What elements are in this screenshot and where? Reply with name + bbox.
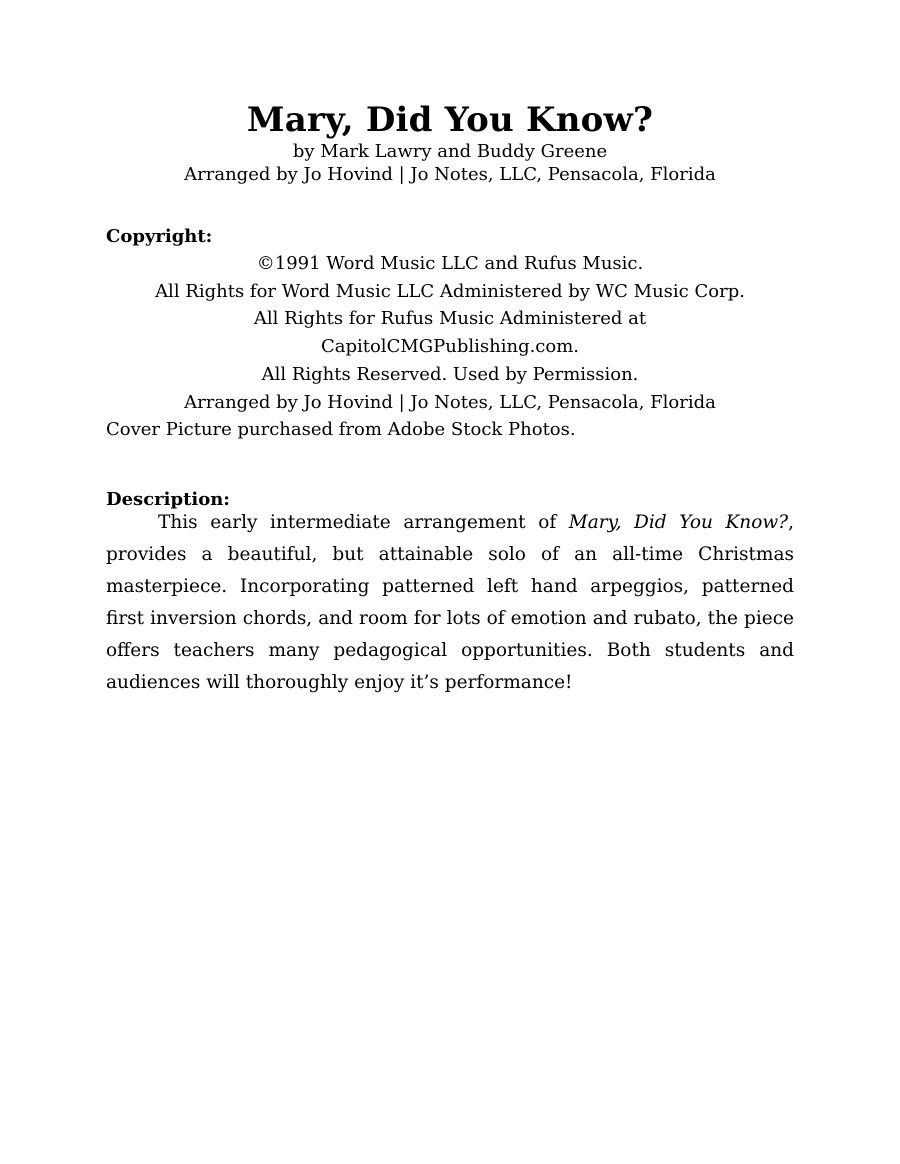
description-text-rest: , provides a beautiful, but attainable solo of an all-time Christmas masterpiece. Incorporating patterned left hand arpeggios, patterned first inversion chords, and room for lots of emotion and rubato, the piece offers teachers many pedagogical opportunities. Both students and audiences will thoroughly enjoy it’s performance! [106, 512, 794, 693]
copyright-line: All Rights for Rufus Music Administered at [253, 308, 647, 330]
copyright-line: All Rights Reserved. Used by Permission. [261, 363, 639, 385]
copyright-line: Cover Picture purchased from Adobe Stock Photos. [106, 419, 576, 441]
description-title-italic: Mary, Did You Know? [568, 512, 789, 533]
copyright-block [106, 250, 794, 444]
description-paragraph [106, 507, 794, 699]
arranger-line: Arranged by Jo Hovind | Jo Notes, LLC, Pensacola, Florida [184, 164, 716, 185]
copyright-line: All Rights for Word Music LLC Administered by WC Music Corp. [155, 280, 745, 302]
composers-line: by Mark Lawry and Buddy Greene [292, 141, 608, 162]
copyright-heading: Copyright: [106, 226, 213, 247]
copyright-line: Arranged by Jo Hovind | Jo Notes, LLC, Pensacola, Florida [184, 391, 716, 413]
byline [0, 140, 900, 186]
description-text-start: This early intermediate arrangement of [158, 512, 569, 533]
copyright-line: CapitolCMGPublishing.com. [320, 336, 580, 358]
copyright-line: ©1991 Word Music LLC and Rufus Music. [256, 253, 644, 274]
description-heading: Description: [106, 489, 230, 510]
page-title: Mary, Did You Know? [246, 100, 654, 140]
